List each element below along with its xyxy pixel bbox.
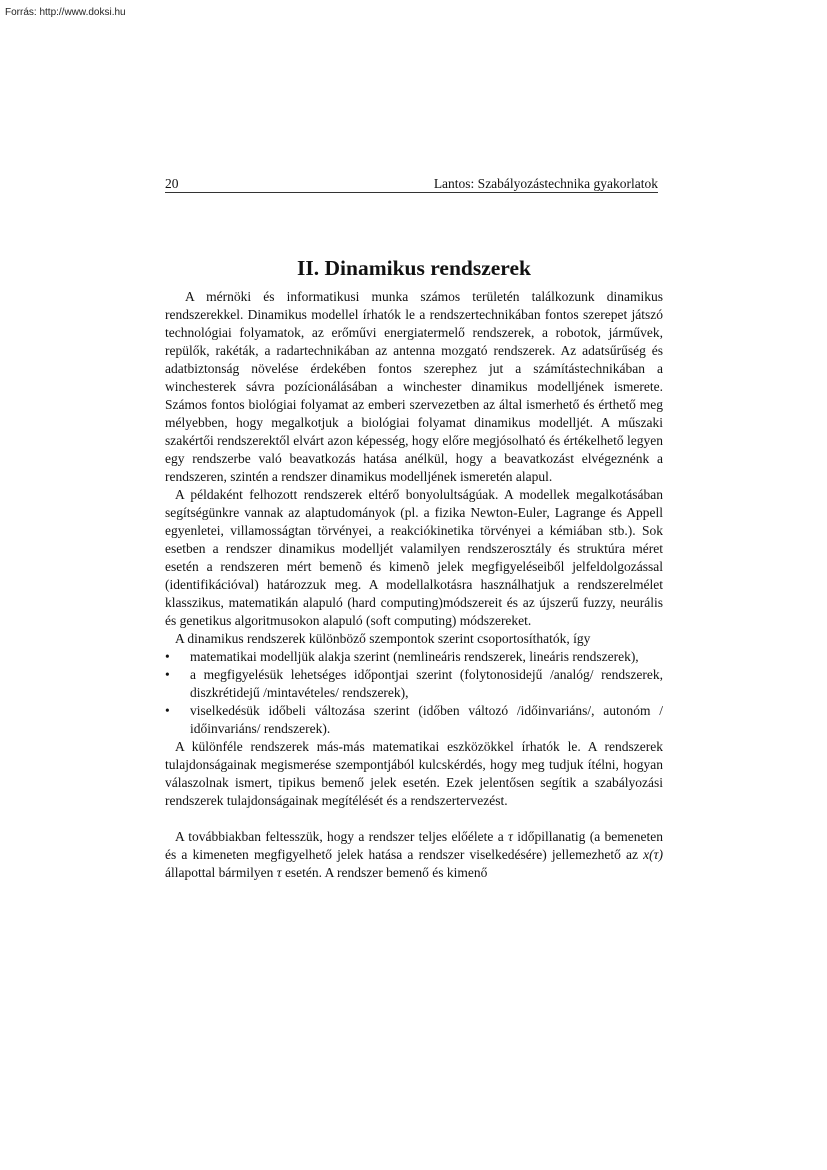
source-label: Forrás: http://www.doksi.hu [5,7,126,18]
list-item-text: a megfigyelésük lehetséges időpontjai szerint (folytonosidejű /analóg/ rendszerek, diszkrétidejű /mintavételes/ rendszerek), [190,667,663,700]
list-item [165,702,663,738]
paragraph-math-tools: A különféle rendszerek más-más matematikai eszközökkel írhatók le. A rendszerek tulajdonságainak megismerése szempontjából kulcskérdés, hogy meg tudjuk ítélni, hogyan válaszolnak ismert, tipikus bemenő jelek esetén. Ezek jelentősen segítik a szabályozási rendszerek tulajdonságainak megítélését és a rendszertervezést. [165,739,663,808]
list-item-text: matematikai modelljük alakja szerint (nemlineáris rendszerek, lineáris rendszerek), [190,649,639,664]
state-symbol: x(τ) [643,847,663,862]
list-item [165,648,663,666]
tau-symbol: τ [508,829,513,844]
paragraph-intro: A mérnöki és informatikusi munka számos területén találkozunk dinamikus rendszerekkel. Dinamikus modellel írhatók le a rendszertechnikában fontos szerepet játszó technológiai folyamatok, az erőművi energiatermelő rendszerek, a robotok, járművek, repülők, rakéták, a radartechnikában az antenna mozgató rendszerek. Az adatsűrűség és adatbiztonság növelése érdekében fontos szerephez jut a számítástechnikában a winchesterek sávra pozícionálásában a winchester dinamikus modelljének ismerete. Számos fontos biológiai folyamat az emberi szervezetben az által ismerhető és érthető meg mélyebben, hogy megalkotjuk a biológiai folyamat dinamikus modelljét. A műszaki szakértői rendszerektől elvárt azon képesség, hogy előre megjósolható és értékelhető legyen egy rendszerbe való beavatkozás hatása anélkül, hogy a beavatkozást elvégeznénk a rendszeren, szintén a rendszer dinamikus modelljének ismeretén alapul. [165,289,663,484]
state-text-d: esetén. A rendszer bemenő és kimenő [284,865,488,880]
list-item-text: viselkedésük időbeli változása szerint (időben változó /időinvariáns/, autonóm / időinvariáns/ rendszerek). [190,703,663,736]
bullet-glyph: • [165,667,170,682]
state-text-b: időpillanatig (a bemeneten és a kimeneten megfigyelhető jelek hatása a rendszer viselkedésére) jellemezhető az [165,829,663,862]
body-text [165,288,663,882]
state-text-c: állapottal bármilyen [165,865,274,880]
state-text-a: A továbbiakban feltesszük, hogy a rendszer teljes előélete a [175,829,504,844]
paragraph-state [165,828,663,882]
bullet-glyph: • [165,649,170,664]
list-item [165,666,663,702]
page-number: 20 [165,176,179,191]
bullet-glyph: • [165,703,170,718]
classification-list [165,648,663,738]
running-title: Lantos: Szabályozástechnika gyakorlatok [433,176,658,191]
paragraph-grouping: A dinamikus rendszerek különböző szempontok szerint csoportosíthatók, így [175,631,591,646]
paragraph-complexity: A példaként felhozott rendszerek eltérő bonyolultságúak. A modellek megalkotásában segítségünkre vannak az alaptudományok (pl. a fizika Newton-Euler, Lagrange és Appell egyenletei, villamosságtan törvényei, a reakciókinetika törvényei a kémiában stb.). Sok esetben a rendszer dinamikus modelljét valamilyen rendszerosztály és struktúra méret esetén a rendszeren mért bemenõ és kimenõ jelek megfigyeléseiből jelfeldolgozással (identifikációval) határozzuk meg. A modellalkotásra használhatjuk a rendszerelmélet klasszikus, matematikán alapuló (hard computing)módszereit és az újszerű fuzzy, neurális és genetikus algoritmusokon alapuló (soft computing) módszereket. [165,487,663,628]
chapter-title: II. Dinamikus rendszerek [297,256,531,280]
page-header [165,176,658,193]
tau-symbol: τ [276,865,282,880]
